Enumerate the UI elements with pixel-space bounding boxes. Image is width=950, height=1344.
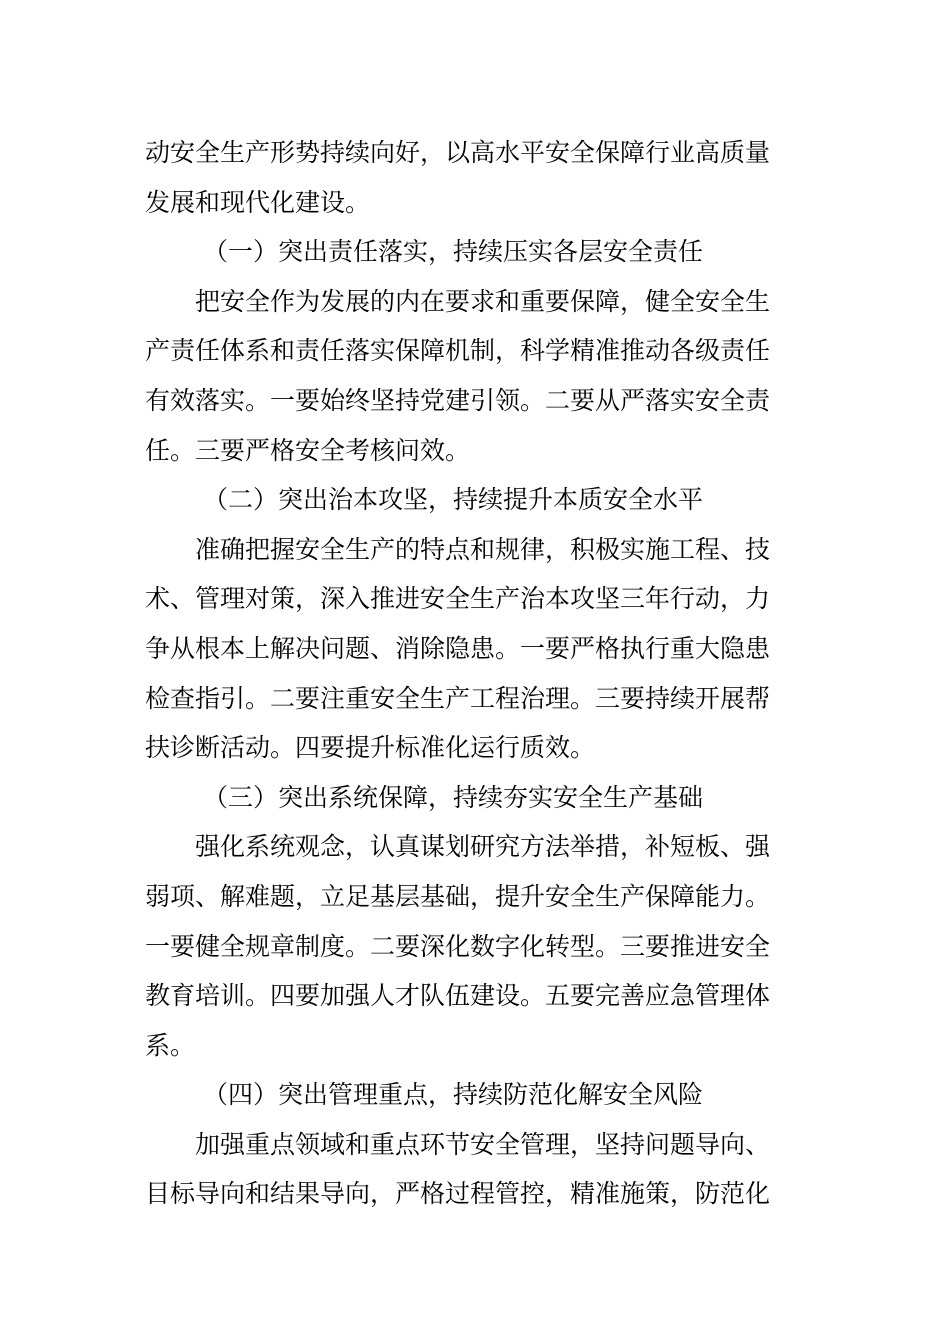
body-line: 任。三要严格安全考核问效。: [145, 435, 471, 465]
paragraph-first-line: 准确把握安全生产的特点和规律，积极实施工程、技: [195, 534, 771, 564]
body-line: 动安全生产形势持续向好，以高水平安全保障行业高质量: [145, 138, 771, 167]
paragraph-first-line: 把安全作为发展的内在要求和重要保障，健全安全生: [195, 286, 771, 316]
body-line: 有效落实。一要始终坚持党建引领。二要从严落实安全责: [145, 385, 771, 415]
section-heading-1: （一）突出责任落实，持续压实各层安全责任: [203, 237, 704, 267]
body-line: 系。: [145, 1030, 196, 1060]
document-body: [145, 128, 809, 1219]
body-line: 一要健全规章制度。二要深化数字化转型。三要推进安全: [145, 931, 771, 961]
body-line: 弱项、解难题，立足基层基础，提升安全生产保障能力。: [145, 881, 771, 911]
body-line: 检查指引。二要注重安全生产工程治理。三要持续开展帮: [145, 683, 771, 713]
body-line: 扶诊断活动。四要提升标准化运行质效。: [145, 733, 596, 763]
body-line: 发展和现代化建设。: [145, 187, 371, 217]
paragraph-first-line: 强化系统观念，认真谋划研究方法举措，补短板、强: [195, 832, 771, 862]
body-line: 产责任体系和责任落实保障机制，科学精准推动各级责任: [145, 336, 771, 366]
body-line: 争从根本上解决问题、消除隐患。一要严格执行重大隐患: [145, 633, 771, 663]
section-heading-4: （四）突出管理重点，持续防范化解安全风险: [203, 1080, 704, 1110]
section-heading-3: （三）突出系统保障，持续夯实安全生产基础: [203, 782, 704, 812]
body-line: 教育培训。四要加强人才队伍建设。五要完善应急管理体: [145, 981, 771, 1011]
section-heading-2: （二）突出治本攻坚，持续提升本质安全水平: [203, 485, 704, 515]
body-line: 术、管理对策，深入推进安全生产治本攻坚三年行动，力: [145, 584, 771, 614]
paragraph-first-line: 加强重点领域和重点环节安全管理，坚持问题导向、: [195, 1129, 771, 1159]
body-line: 目标导向和结果导向，严格过程管控，精准施策，防范化: [145, 1179, 771, 1209]
